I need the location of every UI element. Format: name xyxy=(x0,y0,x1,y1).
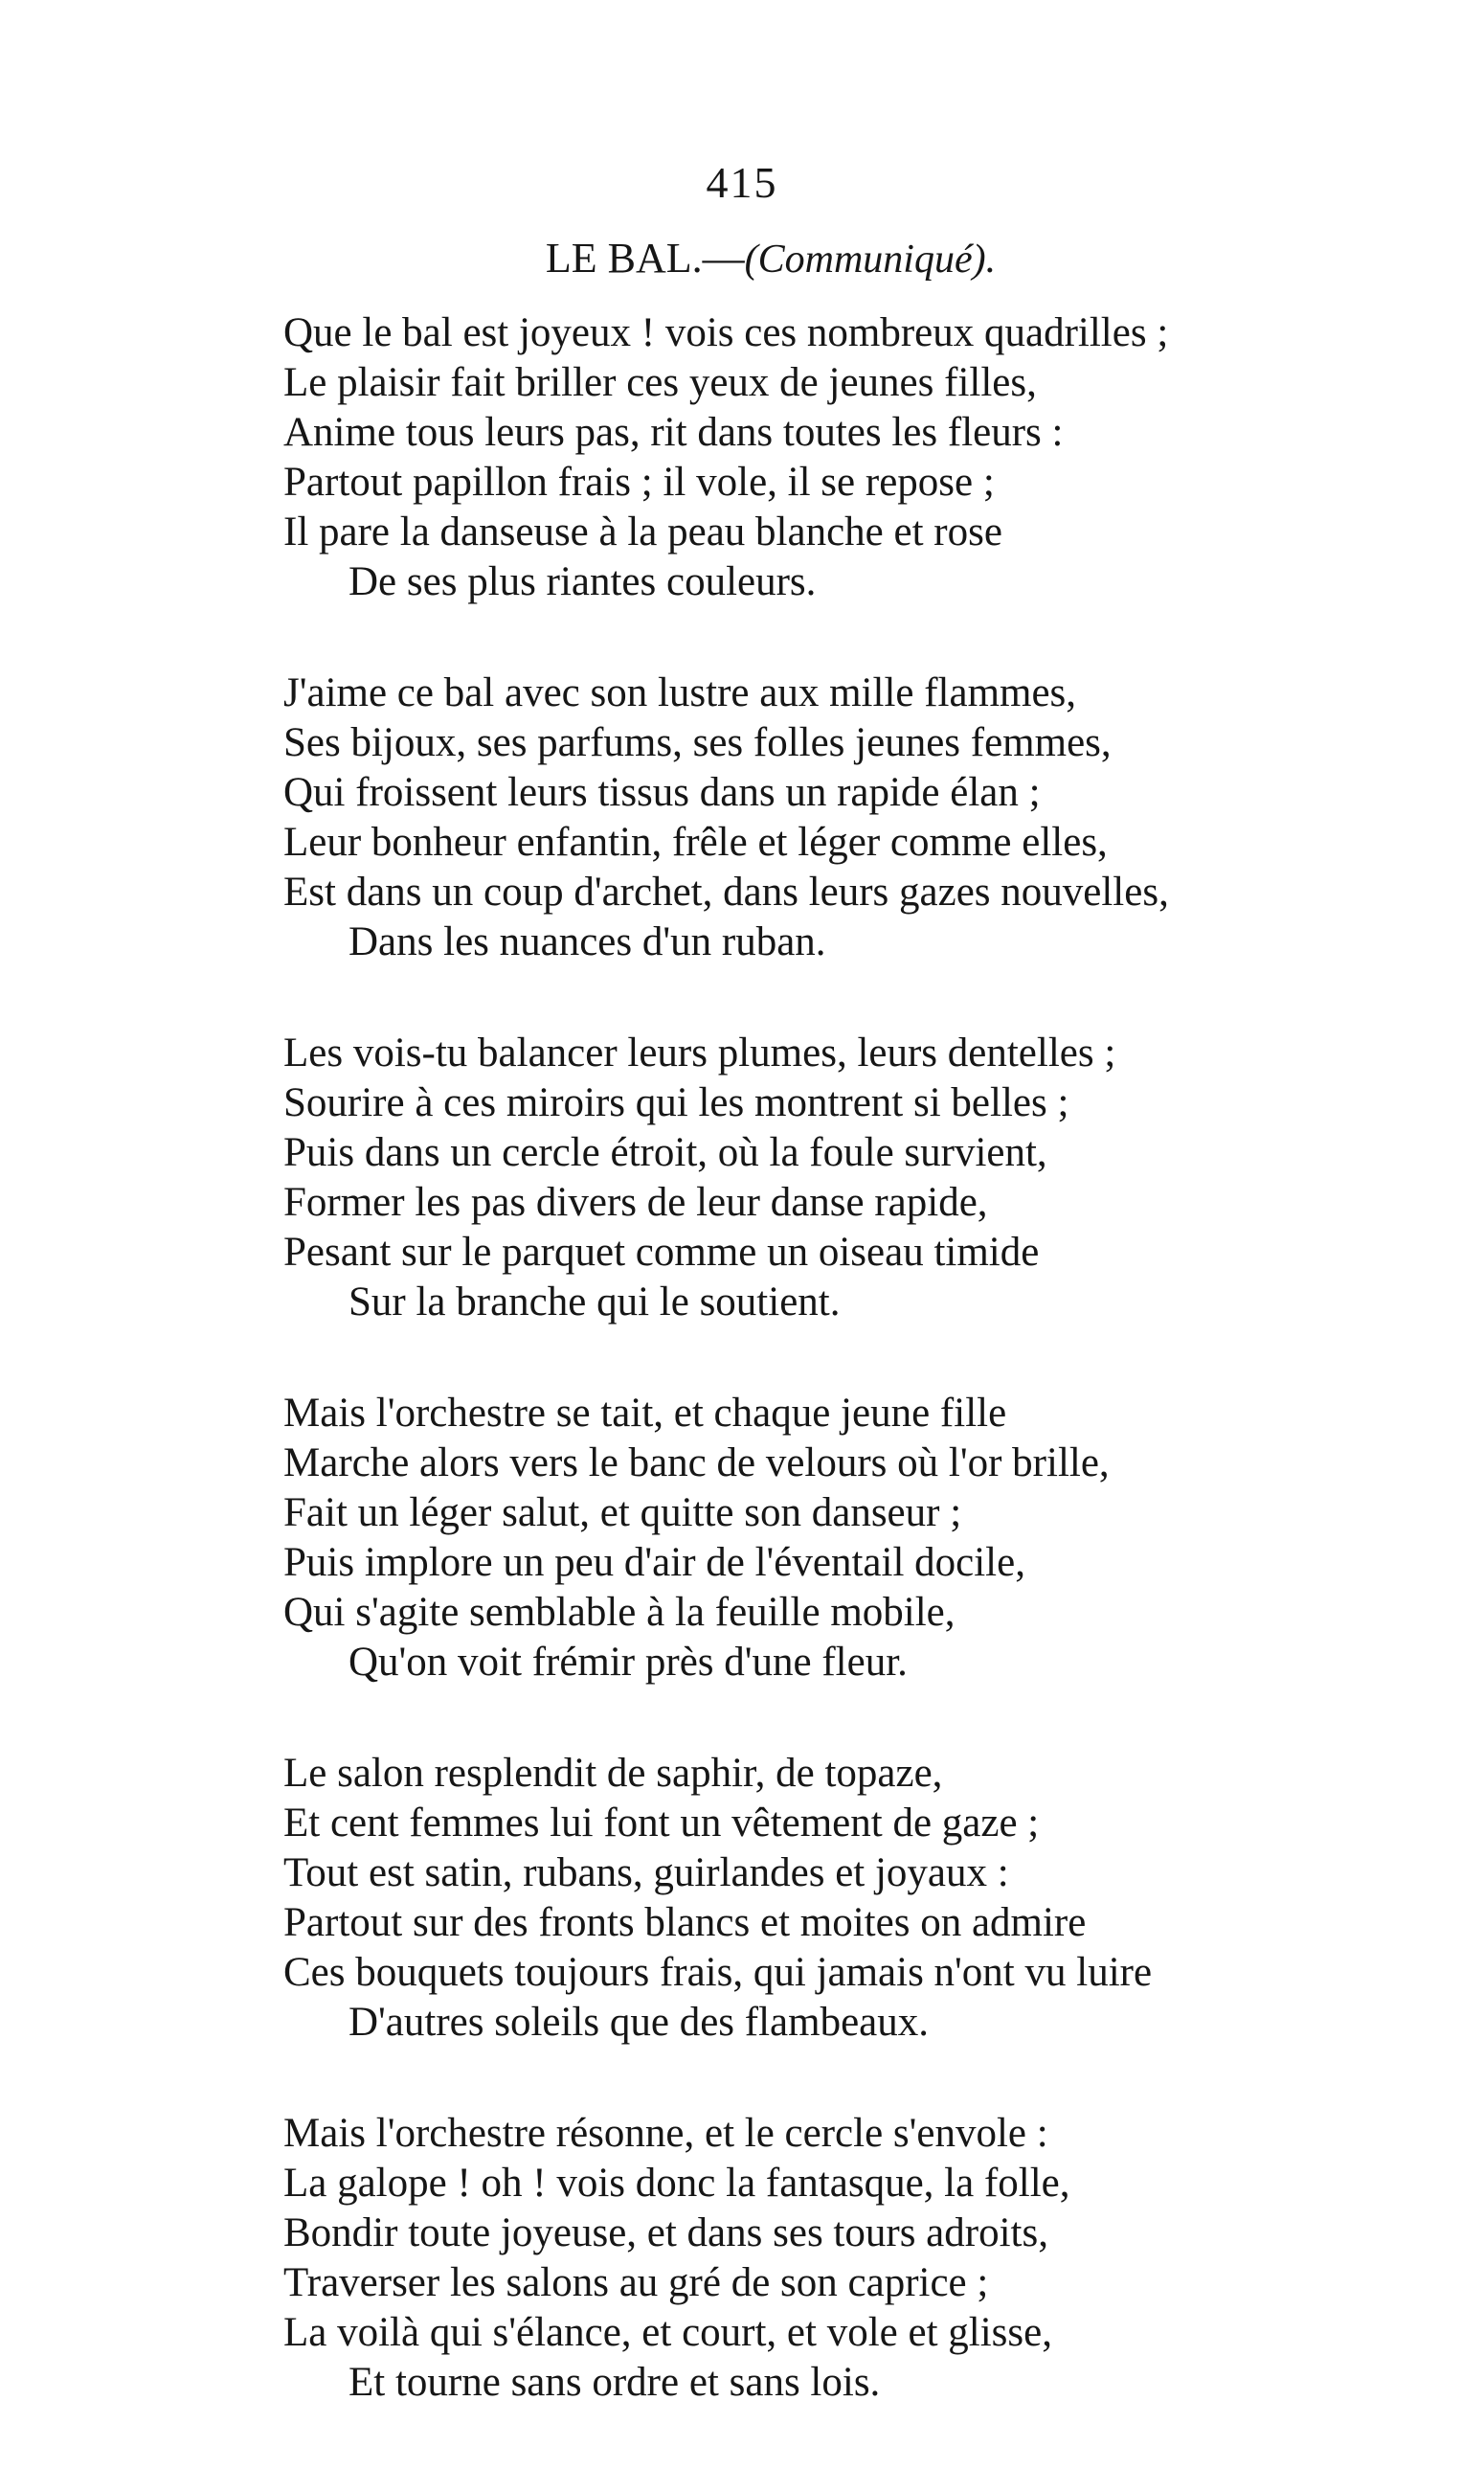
poem-line: Pesant sur le parquet comme un oiseau timide xyxy=(283,1230,1040,1275)
poem-line-indented: Qu'on voit frémir près d'une fleur. xyxy=(349,1640,908,1685)
stanza xyxy=(283,668,1394,967)
poem-line: Anime tous leurs pas, rit dans toutes les fleurs : xyxy=(283,410,1064,455)
poem-line: Leur bonheur enfantin, frêle et léger comme elles, xyxy=(283,820,1108,865)
poem-line: Ses bijoux, ses parfums, ses folles jeunes femmes, xyxy=(283,720,1112,765)
poem-line-indented: Et tourne sans ordre et sans lois. xyxy=(349,2360,881,2405)
poem-line: Ces bouquets toujours frais, qui jamais n'ont vu luire xyxy=(283,1950,1153,1995)
poem-line: Puis implore un peu d'air de l'éventail docile, xyxy=(283,1540,1025,1585)
poem-line: Et cent femmes lui font un vêtement de gaze ; xyxy=(283,1801,1040,1846)
poem-line: Mais l'orchestre se tait, et chaque jeune fille xyxy=(283,1391,1007,1436)
poem-line-indented: De ses plus riantes couleurs. xyxy=(349,559,817,604)
poem-line: Sourire à ces miroirs qui les montrent si belles ; xyxy=(283,1080,1069,1125)
poem-line: Tout est satin, rubans, guirlandes et joyaux : xyxy=(283,1850,1009,1895)
poem-line: Le salon resplendit de saphir, de topaze, xyxy=(283,1751,943,1796)
page-number: 415 xyxy=(706,158,778,207)
poem-line: J'aime ce bal avec son lustre aux mille flammes, xyxy=(283,670,1077,715)
poem-line: Fait un léger salut, et quitte son danseur ; xyxy=(283,1490,962,1535)
poem-line-indented: Dans les nuances d'un ruban. xyxy=(349,919,826,964)
poem-line: Mais l'orchestre résonne, et le cercle s'envole : xyxy=(283,2111,1048,2156)
stanza xyxy=(283,1749,1394,2048)
poem-line: La galope ! oh ! vois donc la fantasque, la folle, xyxy=(283,2161,1070,2206)
poem-line: Partout papillon frais ; il vole, il se repose ; xyxy=(283,460,995,505)
poem-line: Puis dans un cercle étroit, où la foule survient, xyxy=(283,1130,1047,1175)
stanza xyxy=(283,1029,1394,1327)
poem-line: Partout sur des fronts blancs et moites on admire xyxy=(283,1900,1087,1945)
poem-line: Traverser les salons au gré de son caprice ; xyxy=(283,2260,989,2305)
stanza xyxy=(283,1389,1394,1688)
poem-body xyxy=(283,308,1394,2469)
poem-line-indented: D'autres soleils que des flambeaux. xyxy=(349,2000,929,2045)
stanza xyxy=(283,308,1394,607)
poem-line: Qui s'agite semblable à la feuille mobile, xyxy=(283,1590,956,1635)
poem-line: Bondir toute joyeuse, et dans ses tours adroits, xyxy=(283,2210,1048,2255)
poem-line: Il pare la danseuse à la peau blanche et rose xyxy=(283,510,1002,555)
poem-line: La voilà qui s'élance, et court, et vole et glisse, xyxy=(283,2310,1052,2355)
title-subtitle: (Communiqué). xyxy=(744,238,997,282)
poem-line: Les vois-tu balancer leurs plumes, leurs dentelles ; xyxy=(283,1031,1116,1076)
poem-line: Le plaisir fait briller ces yeux de jeunes filles, xyxy=(283,360,1037,405)
poem-line-indented: Sur la branche qui le soutient. xyxy=(349,1280,841,1325)
poem-line: Que le bal est joyeux ! vois ces nombreux quadrilles ; xyxy=(283,310,1169,355)
poem-title xyxy=(0,235,1484,282)
stanza xyxy=(283,2109,1394,2408)
poem-line: Est dans un coup d'archet, dans leurs gazes nouvelles, xyxy=(283,870,1169,915)
title-main: LE BAL.— xyxy=(545,235,745,282)
poem-line: Qui froissent leurs tissus dans un rapide élan ; xyxy=(283,770,1041,815)
poem-line: Marche alors vers le banc de velours où l'or brille, xyxy=(283,1440,1110,1485)
poem-line: Former les pas divers de leur danse rapide, xyxy=(283,1180,988,1225)
